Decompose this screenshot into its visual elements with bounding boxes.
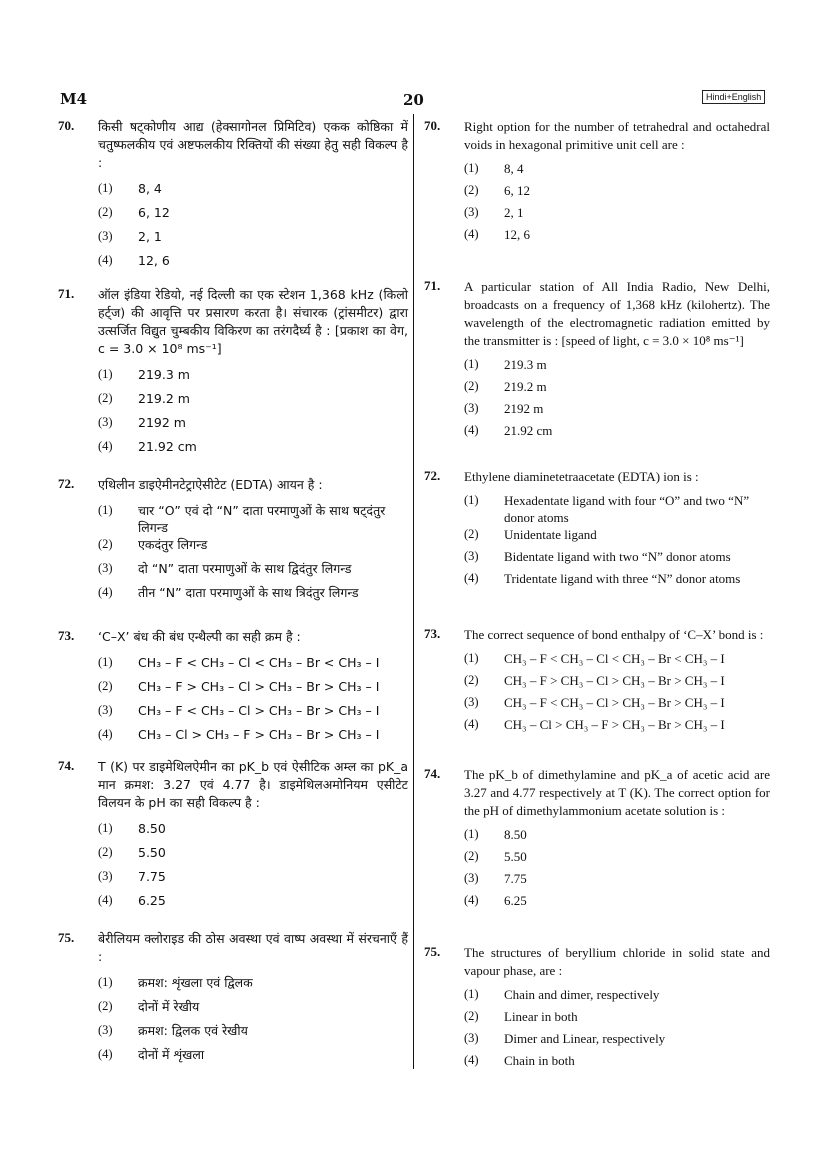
question-text: ऑल इंडिया रेडियो, नई दिल्ली का एक स्टेशन 1,368 kHz (किलो हर्ट्ज) की आवृत्ति पर प्रसारण करता है। संचारक (ट्रांसमीटर) द्वारा उत्सर्जित विद्युत चुम्बकीय विकिरण का तरंगदैर्घ्य है : [प्रकाश का वेग, c = 3.0 × 10⁸ ms⁻¹] [98, 287, 408, 356]
question-number: 72. [58, 476, 75, 491]
option [464, 672, 770, 694]
option [98, 654, 408, 678]
question-number: 72. [424, 468, 441, 483]
question-75-hindi [58, 930, 408, 1070]
option-number: (2) [464, 1009, 479, 1023]
option [98, 820, 408, 844]
option-number: (4) [464, 893, 479, 907]
option-text: 12, 6 [138, 253, 170, 268]
option-text: 5.50 [504, 849, 527, 864]
option-text: 2, 1 [138, 229, 162, 244]
option-number: (3) [98, 561, 113, 575]
option [98, 438, 408, 462]
option-text: Hexadentate ligand with four “O” and two “N” donor atoms [504, 493, 750, 525]
option-number: (3) [464, 1031, 479, 1045]
question-71-hindi [58, 286, 408, 462]
option-number: (3) [464, 871, 479, 885]
option [464, 716, 770, 738]
question-text: ‘C–X’ बंध की बंध एन्थैल्पी का सही क्रम है : [98, 629, 301, 644]
option-text: Chain and dimer, respectively [504, 987, 660, 1002]
option [98, 560, 408, 584]
option-text: तीन “N” दाता परमाणुओं के साथ त्रिदंतुर लिगन्ड [138, 585, 359, 600]
option-text: 5.50 [138, 845, 166, 860]
question-text: एथिलीन डाइऐमीनटेट्राऐसीटेट (EDTA) आयन है : [98, 477, 323, 492]
option-text: 219.2 m [504, 379, 547, 394]
option-text: 6.25 [138, 893, 166, 908]
question-text: The correct sequence of bond enthalpy of ‘C–X’ bond is : [464, 627, 764, 642]
option [98, 252, 408, 276]
page-number: 20 [403, 91, 424, 109]
option-number: (1) [464, 827, 479, 841]
option-text: क्रमश: शृंखला एवं द्विलक [138, 975, 253, 990]
option [98, 414, 408, 438]
option-text: 8.50 [504, 827, 527, 842]
question-75-english [424, 944, 770, 1074]
option-text: CH₃ – Cl > CH₃ – F > CH₃ – Br > CH₃ – I [504, 717, 725, 732]
question-text: The pK_b of dimethylamine and pK_a of acetic acid are 3.27 and 4.77 respectively at T (K). The correct option for the pH of dimethylammonium acetate solution is : [464, 767, 770, 818]
option-number: (3) [464, 401, 479, 415]
option [98, 536, 408, 560]
option-number: (1) [98, 821, 113, 835]
option-number: (1) [98, 975, 113, 989]
option-number: (4) [464, 571, 479, 585]
option-number: (4) [464, 227, 479, 241]
question-number: 73. [424, 626, 441, 641]
option [98, 678, 408, 702]
question-number: 75. [58, 930, 75, 945]
question-number: 70. [424, 118, 441, 133]
option-text: Bidentate ligand with two “N” donor atoms [504, 549, 731, 564]
option [464, 650, 770, 672]
option [98, 974, 408, 998]
option-text: Unidentate ligand [504, 527, 597, 542]
option [464, 204, 770, 226]
option-number: (2) [464, 673, 479, 687]
option-number: (2) [464, 379, 479, 393]
option-number: (2) [98, 679, 113, 693]
option [98, 726, 408, 750]
question-74-english [424, 766, 770, 914]
option-text: CH₃ – F > CH₃ – Cl > CH₃ – Br > CH₃ – I [138, 679, 380, 694]
option-text: 7.75 [504, 871, 527, 886]
option-text: क्रमश: द्विलक एवं रेखीय [138, 1023, 248, 1038]
column-divider [413, 114, 414, 1069]
option-number: (2) [98, 391, 113, 405]
option [464, 182, 770, 204]
question-73-hindi [58, 628, 408, 750]
question-72-hindi [58, 476, 408, 608]
option-number: (1) [98, 503, 113, 517]
option-number: (4) [98, 253, 113, 267]
question-text: Right option for the number of tetrahedral and octahedral voids in hexagonal primitive unit cell are : [464, 119, 770, 152]
option-number: (1) [464, 987, 479, 1001]
option-text: 219.2 m [138, 391, 190, 406]
option-number: (4) [98, 439, 113, 453]
question-number: 74. [424, 766, 441, 781]
option [98, 584, 408, 608]
option-number: (1) [464, 357, 479, 371]
option-number: (4) [98, 585, 113, 599]
option [464, 356, 770, 378]
option-number: (3) [464, 205, 479, 219]
question-number: 75. [424, 944, 441, 959]
option [98, 502, 408, 536]
option-number: (1) [464, 493, 479, 507]
option-number: (3) [98, 703, 113, 717]
language-badge: Hindi+English [702, 90, 765, 104]
option-text: Dimer and Linear, respectively [504, 1031, 666, 1046]
option-text: CH₃ – F > CH₃ – Cl > CH₃ – Br > CH₃ – I [504, 673, 725, 688]
option-number: (2) [464, 849, 479, 863]
option-number: (1) [98, 181, 113, 195]
option [464, 1052, 770, 1074]
option-number: (1) [98, 367, 113, 381]
option [98, 844, 408, 868]
question-70-english [424, 118, 770, 248]
option [464, 378, 770, 400]
option-text: 219.3 m [504, 357, 547, 372]
option-text: 8, 4 [504, 161, 524, 176]
option-number: (2) [98, 845, 113, 859]
option-text: 12, 6 [504, 227, 530, 242]
option-number: (3) [464, 695, 479, 709]
option-number: (2) [464, 527, 479, 541]
option-text: दोनों में रेखीय [138, 999, 200, 1014]
option [464, 826, 770, 848]
option [98, 390, 408, 414]
option-number: (4) [464, 423, 479, 437]
option [98, 702, 408, 726]
option-text: 7.75 [138, 869, 166, 884]
question-number: 74. [58, 758, 75, 773]
option [464, 986, 770, 1008]
option-text: 219.3 m [138, 367, 190, 382]
option-number: (2) [464, 183, 479, 197]
option [464, 548, 770, 570]
paper-code: M4 [60, 90, 88, 108]
option-text: चार “O” एवं दो “N” दाता परमाणुओं के साथ षट्दंतुर लिगन्ड [138, 503, 386, 535]
option-text: 8, 4 [138, 181, 162, 196]
question-text: किसी षट्कोणीय आद्य (हेक्सागोनल प्रिमिटिव) एकक कोष्ठिका में चतुष्फलकीय एवं अष्टफलकीय रिक्तियों की संख्या हेतु सही विकल्प है : [98, 119, 408, 170]
option [464, 492, 770, 526]
option [464, 422, 770, 444]
option [98, 204, 408, 228]
question-text: बेरीलियम क्लोराइड की ठोस अवस्था एवं वाष्प अवस्था में संरचनाएँ हैं : [98, 931, 408, 964]
option-number: (3) [98, 869, 113, 883]
option-text: CH₃ – F < CH₃ – Cl > CH₃ – Br > CH₃ – I [504, 695, 725, 710]
option-number: (3) [98, 229, 113, 243]
option-text: Chain in both [504, 1053, 575, 1068]
option [98, 228, 408, 252]
option-text: CH₃ – F < CH₃ – Cl < CH₃ – Br < CH₃ – I [138, 655, 380, 670]
question-73-english [424, 626, 770, 738]
question-text: T (K) पर डाइमेथिलऐमीन का pK_b एवं ऐसीटिक अम्ल का pK_a मान क्रमश: 3.27 एवं 4.77 है। डाइमेथिलअमोनियम एसीटेट विलयन के pH का सही विकल्प है : [98, 759, 408, 810]
question-number: 70. [58, 118, 75, 133]
option [464, 1008, 770, 1030]
option [464, 570, 770, 592]
option-text: CH₃ – Cl > CH₃ – F > CH₃ – Br > CH₃ – I [138, 727, 380, 742]
option-number: (1) [464, 161, 479, 175]
option-text: Linear in both [504, 1009, 578, 1024]
option [464, 870, 770, 892]
option-text: 2192 m [138, 415, 186, 430]
option-number: (4) [464, 717, 479, 731]
option-number: (1) [464, 651, 479, 665]
question-71-english [424, 278, 770, 444]
option-number: (2) [98, 205, 113, 219]
option [98, 998, 408, 1022]
question-text: Ethylene diaminetetraacetate (EDTA) ion is : [464, 469, 699, 484]
option-text: 21.92 cm [138, 439, 197, 454]
option-text: 2, 1 [504, 205, 524, 220]
option-number: (2) [98, 537, 113, 551]
option-text: 6, 12 [504, 183, 530, 198]
question-text: The structures of beryllium chloride in solid state and vapour phase, are : [464, 945, 770, 978]
option-number: (4) [98, 727, 113, 741]
option [464, 526, 770, 548]
option-text: दो “N” दाता परमाणुओं के साथ द्विदंतुर लिगन्ड [138, 561, 352, 576]
option [464, 400, 770, 422]
option-number: (4) [464, 1053, 479, 1067]
option-number: (3) [98, 1023, 113, 1037]
option [98, 892, 408, 916]
option-text: 6.25 [504, 893, 527, 908]
option-text: CH₃ – F < CH₃ – Cl < CH₃ – Br < CH₃ – I [504, 651, 725, 666]
option-number: (3) [464, 549, 479, 563]
option-number: (4) [98, 893, 113, 907]
option [98, 1022, 408, 1046]
option [98, 366, 408, 390]
question-number: 71. [424, 278, 441, 293]
option-number: (1) [98, 655, 113, 669]
option-text: एकदंतुर लिगन्ड [138, 537, 208, 552]
option-text: Tridentate ligand with three “N” donor atoms [504, 571, 741, 586]
option-number: (4) [98, 1047, 113, 1061]
question-number: 71. [58, 286, 75, 301]
option-text: 2192 m [504, 401, 544, 416]
question-number: 73. [58, 628, 75, 643]
question-72-english [424, 468, 770, 592]
option [464, 848, 770, 870]
option [464, 694, 770, 716]
option-text: 21.92 cm [504, 423, 553, 438]
question-text: A particular station of All India Radio, New Delhi, broadcasts on a frequency of 1,368 kHz (kilohertz). The wavelength of the electromagnetic radiation emitted by the transmitter is : [speed of light, c = 3.0 × 10⁸ ms⁻¹] [464, 279, 770, 348]
option [98, 1046, 408, 1070]
option-number: (3) [98, 415, 113, 429]
option [464, 226, 770, 248]
option-text: CH₃ – F < CH₃ – Cl > CH₃ – Br > CH₃ – I [138, 703, 380, 718]
option [98, 180, 408, 204]
option [464, 892, 770, 914]
option [98, 868, 408, 892]
question-74-hindi [58, 758, 408, 916]
option-number: (2) [98, 999, 113, 1013]
option [464, 160, 770, 182]
option-text: 8.50 [138, 821, 166, 836]
option-text: 6, 12 [138, 205, 170, 220]
option [464, 1030, 770, 1052]
option-text: दोनों में शृंखला [138, 1047, 205, 1062]
question-70-hindi [58, 118, 408, 276]
